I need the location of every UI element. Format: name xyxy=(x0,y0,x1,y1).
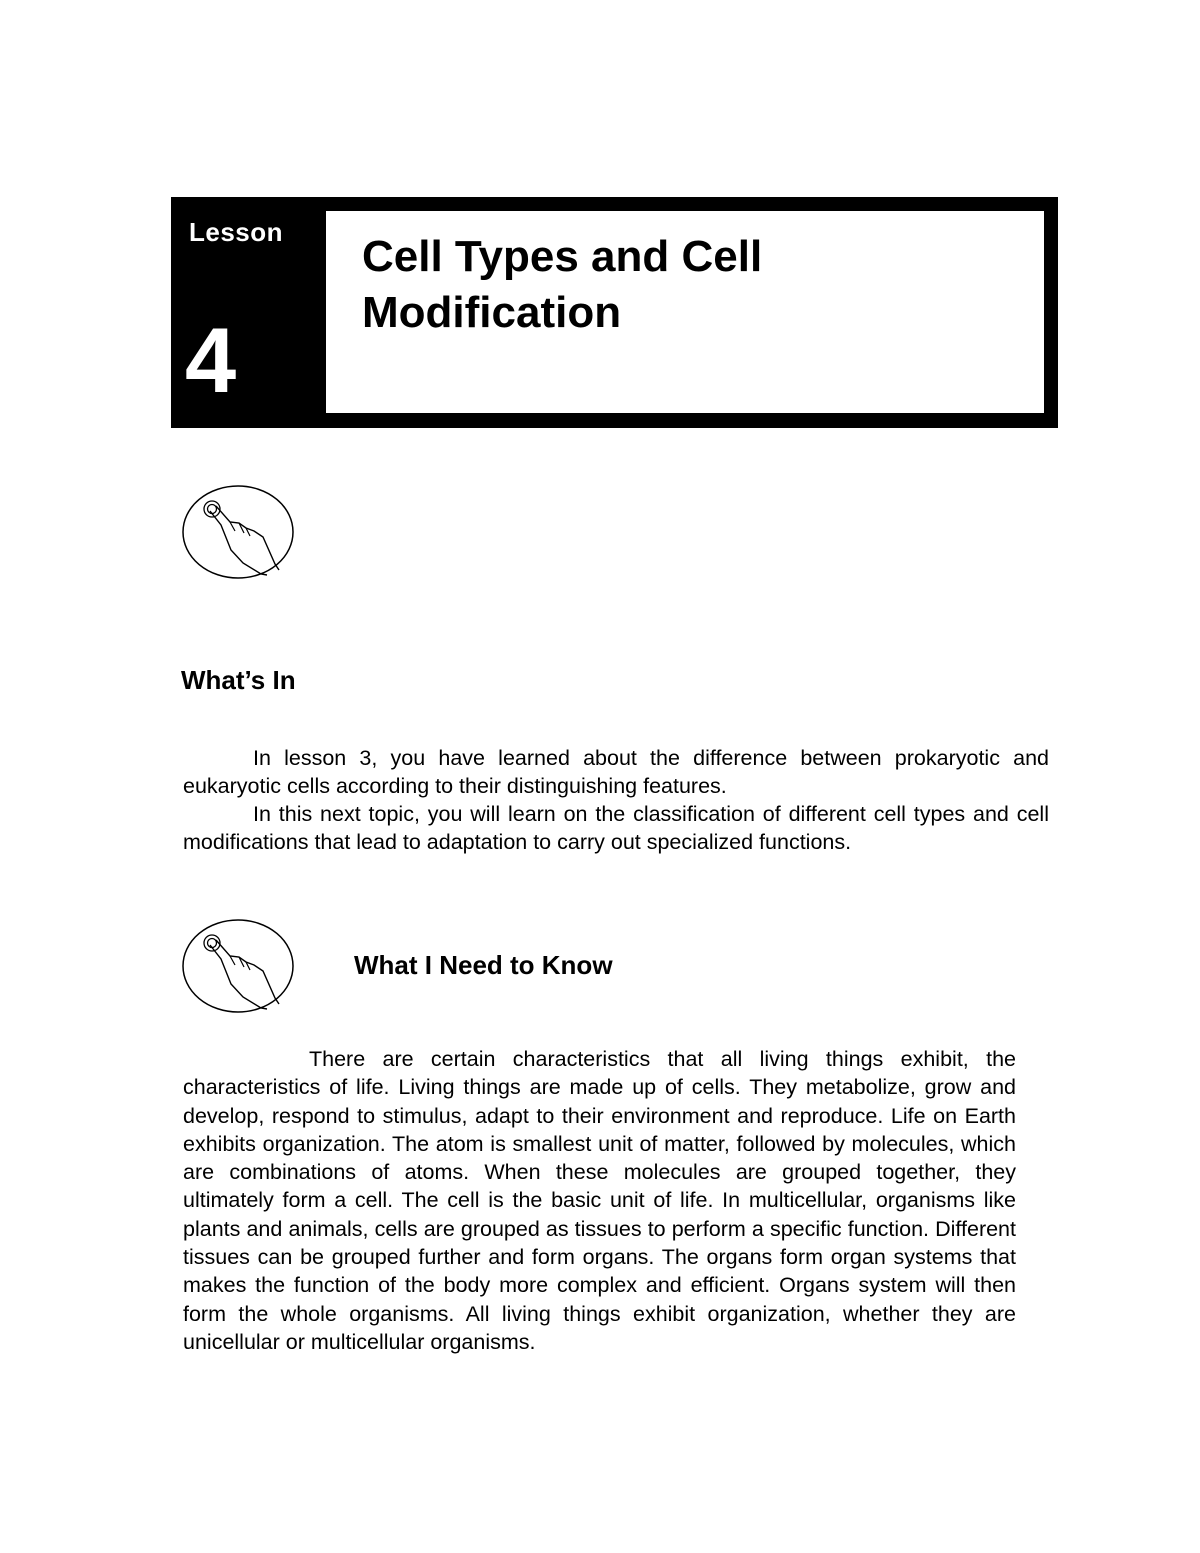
lesson-title-box xyxy=(323,208,1047,416)
whats-in-paragraph-2: In this next topic, you will learn on the classification of different cell types and cell modifications that lead to adaptation to carry out specialized functions. xyxy=(183,802,1049,855)
lesson-label-panel xyxy=(171,197,323,428)
lesson-number: 4 xyxy=(185,310,237,412)
whats-in-paragraph-1: In lesson 3, you have learned about the difference between prokaryotic and eukaryotic cells according to their distinguishing features. xyxy=(183,746,1049,799)
pointing-hand-icon xyxy=(181,484,295,580)
what-i-need-to-know-heading: What I Need to Know xyxy=(354,950,613,980)
lesson-banner xyxy=(171,197,1058,428)
lesson-title: Cell Types and Cell Modification xyxy=(362,232,763,337)
what-i-need-to-know-paragraph: There are certain characteristics that all living things exhibit, the characteristics of life. Living things are made up of cells. They metabolize, grow and develop, respond to stimulus, adapt to their environment and reproduce. Life on Earth exhibits organization. The atom is smallest unit of matter, followed by molecules, which are combinations of atoms. When these molecules are grouped together, they ultimately form a cell. The cell is the basic unit of life. In multicellular, organisms like plants and animals, cells are grouped as tissues to perform a specific function. Different tissues can be grouped further and form organs. The organs form organ systems that makes the function of the body more complex and efficient. Organs system will then form the whole organisms. All living things exhibit organization, whether they are unicellular or multicellular organisms. xyxy=(183,1047,1016,1354)
lesson-label: Lesson xyxy=(189,217,284,247)
pointing-hand-icon xyxy=(181,918,295,1014)
whats-in-heading: What’s In xyxy=(181,665,296,695)
